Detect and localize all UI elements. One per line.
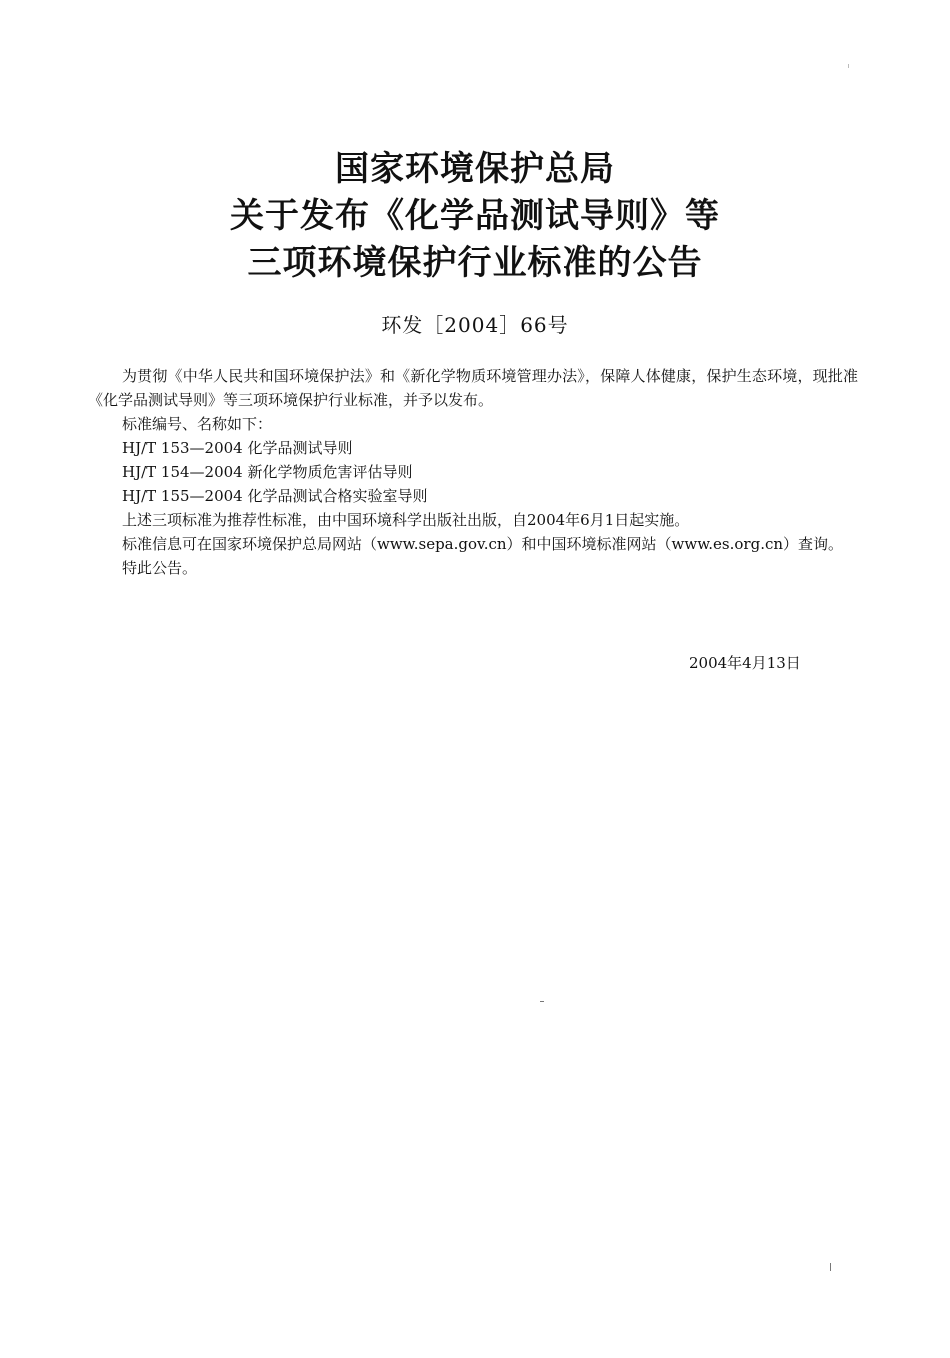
- standard-item-154: HJ/T 154—2004 新化学物质危害评估导则: [122, 463, 413, 481]
- announcement-title: [0, 146, 950, 287]
- title-line-1: 国家环境保护总局: [335, 149, 615, 189]
- paragraph-websites: 标准信息可在国家环境保护总局网站（www.sepa.gov.cn）和中国环境标准网站（www.es.org.cn）查询。: [122, 535, 844, 553]
- scan-speck: [830, 1263, 831, 1271]
- title-line-3: 三项环境保护行业标准的公告: [247, 243, 703, 283]
- paragraph-standards-heading: 标准编号、名称如下：: [122, 415, 273, 433]
- paragraph-intro: 为贯彻《中华人民共和国环境保护法》和《新化学物质环境管理办法》，保障人体健康，保护生态环境，现批准《化学品测试导则》等三项环境保护行业标准，并予以发布。: [88, 367, 858, 409]
- paragraph-closing: 特此公告。: [122, 559, 198, 577]
- paragraph-implementation: 上述三项标准为推荐性标准，由中国环境科学出版社出版，自2004年6月1日起实施。: [122, 511, 690, 529]
- scan-speck: [848, 64, 849, 68]
- scan-speck: [540, 1001, 544, 1002]
- standard-item-155: HJ/T 155—2004 化学品测试合格实验室导则: [122, 487, 428, 505]
- announcement-body: [88, 364, 858, 580]
- document-number: 环发［2004］66号: [381, 313, 569, 337]
- title-line-2: 关于发布《化学品测试导则》等: [230, 196, 720, 236]
- issue-date: 2004年4月13日: [689, 654, 801, 672]
- standard-item-153: HJ/T 153—2004 化学品测试导则: [122, 439, 353, 457]
